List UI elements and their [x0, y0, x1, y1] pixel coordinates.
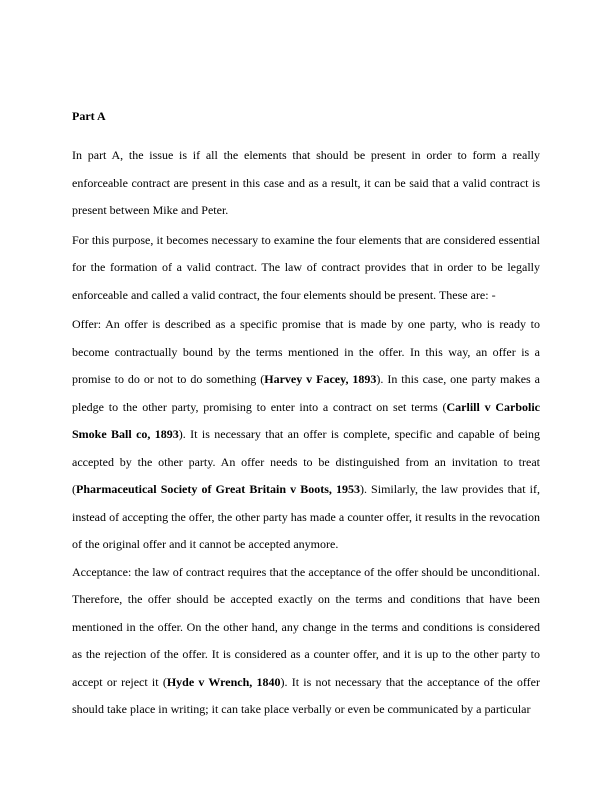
paragraph-text: ). In this case, one party makes a pledge to the other party, promising to enter into a contract on set terms ( — [72, 372, 540, 414]
section-heading: Part A — [72, 109, 106, 123]
paragraph-text: Acceptance: the law of contract requires that the acceptance of the offer should be unconditional. Therefore, the offer should be accepted exactly on the terms and conditions that have been mentioned in the offer. On the other hand, any change in the terms and conditions is considered as the rejection of the offer. It is considered as a counter offer, and it is up to the other party to accept or reject it ( — [72, 564, 540, 689]
paragraph-elements-intro — [72, 227, 540, 310]
case-citation: Harvey v Facey, 1893 — [264, 372, 377, 386]
case-citation: Carlill v Carbolic Smoke Ball co, 1893 — [72, 399, 540, 441]
case-citation: Hyde v Wrench, 1840 — [166, 674, 281, 689]
paragraph-offer — [72, 311, 540, 559]
paragraph-text: In part A, the issue is if all the elements that should be present in order to form a really enforceable contract are present in this case and as a result, it can be said that a valid contract is present between Mike and Peter. — [72, 148, 540, 217]
paragraph-issue — [72, 142, 540, 225]
paragraph-text: ). Similarly, the law provides that if, instead of accepting the offer, the other party has made a counter offer, it results in the revocation of the original offer and it cannot be accepted anymore. — [72, 482, 540, 551]
paragraph-text: Offer: An offer is described as a specific promise that is made by one party, who is ready to become contractually bound by the terms mentioned in the offer. In this way, an offer is a promise to do or not to do something ( — [72, 317, 540, 386]
case-citation: Pharmaceutical Society of Great Britain v Boots, 1953 — [76, 482, 360, 496]
paragraph-text: ). It is necessary that an offer is complete, specific and capable of being accepted by the other party. An offer needs to be distinguished from an invitation to treat ( — [72, 427, 540, 496]
paragraph-text: For this purpose, it becomes necessary to examine the four elements that are considered essential for the formation of a valid contract. The law of contract provides that in order to be legally enforceable and called a valid contract, the four elements should be present. These are: - — [72, 232, 540, 302]
paragraph-text: ). It is not necessary that the acceptance of the offer should take place in writing; it can take place verbally or even be communicated by a particular — [72, 674, 540, 716]
paragraph-acceptance — [72, 559, 540, 724]
document-body — [72, 106, 540, 726]
